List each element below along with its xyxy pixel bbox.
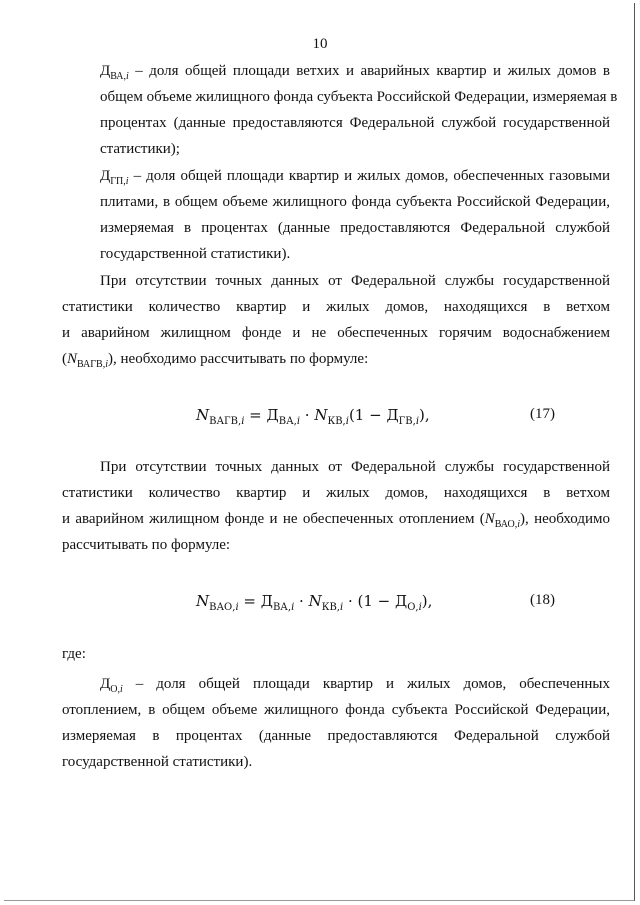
text-line: рассчитывать по формуле:	[62, 537, 231, 553]
formula-expression	[196, 592, 433, 613]
subscript-index: i	[291, 602, 295, 613]
subscript-index: i	[345, 416, 349, 427]
dot-operator: ·	[300, 406, 315, 424]
dot-operator: ·	[343, 592, 358, 610]
subscript: ВА,	[110, 71, 126, 82]
text-line: – доля общей площади квартир и жилых домов, обеспеченных	[122, 676, 610, 692]
subscript-index: i	[415, 416, 420, 427]
text-line: статистики);	[100, 141, 180, 157]
text-line: При отсутствии точных данных от Федеральной службы государственной	[100, 459, 610, 475]
close-paren: ),	[419, 406, 430, 424]
text-line: и аварийном жилищном фонде и не обеспеченных отоплением (	[62, 511, 485, 527]
subscript: ВАГВ,	[209, 416, 242, 427]
var-n: N	[314, 406, 328, 424]
text-line: – доля общей площади квартир и жилых домов, обеспеченных газовыми	[128, 168, 610, 184]
symbol: Д	[100, 676, 111, 692]
paragraph-no-data-heating	[62, 454, 610, 558]
paren: (	[62, 351, 67, 367]
subscript: КВ,	[321, 602, 340, 613]
open-paren: (1 −	[357, 592, 395, 610]
formula-17	[0, 406, 640, 436]
var-d: Д	[386, 406, 399, 424]
subscript: ВА,	[272, 602, 292, 613]
text-line: процентах (данные предоставляются Федеральной службой государственной	[100, 115, 610, 131]
symbol: Д	[100, 168, 111, 184]
subscript-index: i	[241, 416, 245, 427]
definition-d-va	[62, 58, 618, 162]
text-line: плитами, в общем объеме жилищного фонда субъекта Российской Федерации,	[100, 194, 610, 210]
close-paren: ),	[421, 592, 433, 610]
subscript-index: i	[105, 359, 109, 370]
text-line: ), необходимо	[520, 511, 610, 527]
text-line: ), необходимо рассчитывать по формуле:	[108, 351, 369, 367]
subscript-index: i	[296, 416, 301, 427]
var-n: N	[196, 592, 210, 610]
symbol: Д	[100, 63, 111, 79]
text-line: При отсутствии точных данных от Федеральной службы государственной	[100, 273, 610, 289]
var-d: Д	[260, 592, 273, 610]
text-line: и аварийном жилищном фонде и не обеспеченных горячим водоснабжением	[62, 325, 610, 341]
definition-d-gp	[62, 163, 610, 267]
page-number: 10	[312, 36, 328, 52]
var-d: Д	[266, 406, 279, 424]
symbol: N	[484, 511, 495, 527]
subscript: О,	[110, 684, 120, 695]
paragraph-no-data-hot-water	[62, 268, 610, 372]
equals: =	[238, 592, 261, 610]
text-line: статистики количество квартир и жилых домов, находящихся в ветхом	[62, 485, 610, 501]
open-paren: (1 −	[348, 406, 387, 424]
text-line: отоплением, в общем объеме жилищного фонда субъекта Российской Федерации,	[62, 702, 610, 718]
var-n: N	[196, 406, 210, 424]
where-label: где:	[62, 646, 86, 662]
subscript: О,	[407, 602, 419, 613]
subscript-index: i	[517, 519, 521, 530]
text-line: общем объеме жилищного фонда субъекта Российской Федерации, измеряемая в	[100, 89, 618, 105]
subscript-index: i	[125, 176, 129, 187]
subscript-index: i	[235, 602, 239, 613]
text-line: статистики количество квартир и жилых домов, находящихся в ветхом	[62, 299, 610, 315]
formula-number: (17)	[530, 406, 555, 422]
subscript: ГВ,	[398, 416, 416, 427]
subscript: ВА,	[278, 416, 297, 427]
subscript-index: i	[418, 602, 422, 613]
text-line: государственной статистики).	[100, 246, 291, 262]
formula-18	[0, 592, 640, 622]
subscript: ВАО,	[209, 602, 236, 613]
subscript: ВАО,	[494, 519, 518, 530]
text-line: государственной статистики).	[62, 754, 253, 770]
definition-d-o	[62, 671, 610, 775]
text-line: измеряемая в процентах (данные предоставляются Федеральной службой	[100, 220, 610, 236]
var-d: Д	[395, 592, 408, 610]
subscript: КВ,	[327, 416, 346, 427]
equals: =	[244, 406, 267, 424]
subscript-index: i	[119, 684, 123, 695]
symbol: N	[67, 351, 78, 367]
subscript-index: i	[339, 602, 344, 613]
text-line: – доля общей площади ветхих и аварийных квартир и жилых домов в	[128, 63, 610, 79]
text-line: измеряемая в процентах (данные предоставляются Федеральной службой	[62, 728, 610, 744]
dot-operator: ·	[294, 592, 309, 610]
subscript-index: i	[126, 71, 129, 82]
formula-number: (18)	[530, 592, 555, 608]
subscript: ВАГВ,	[77, 359, 106, 370]
formula-expression	[196, 406, 430, 427]
subscript: ГП,	[110, 176, 126, 187]
var-n: N	[308, 592, 322, 610]
